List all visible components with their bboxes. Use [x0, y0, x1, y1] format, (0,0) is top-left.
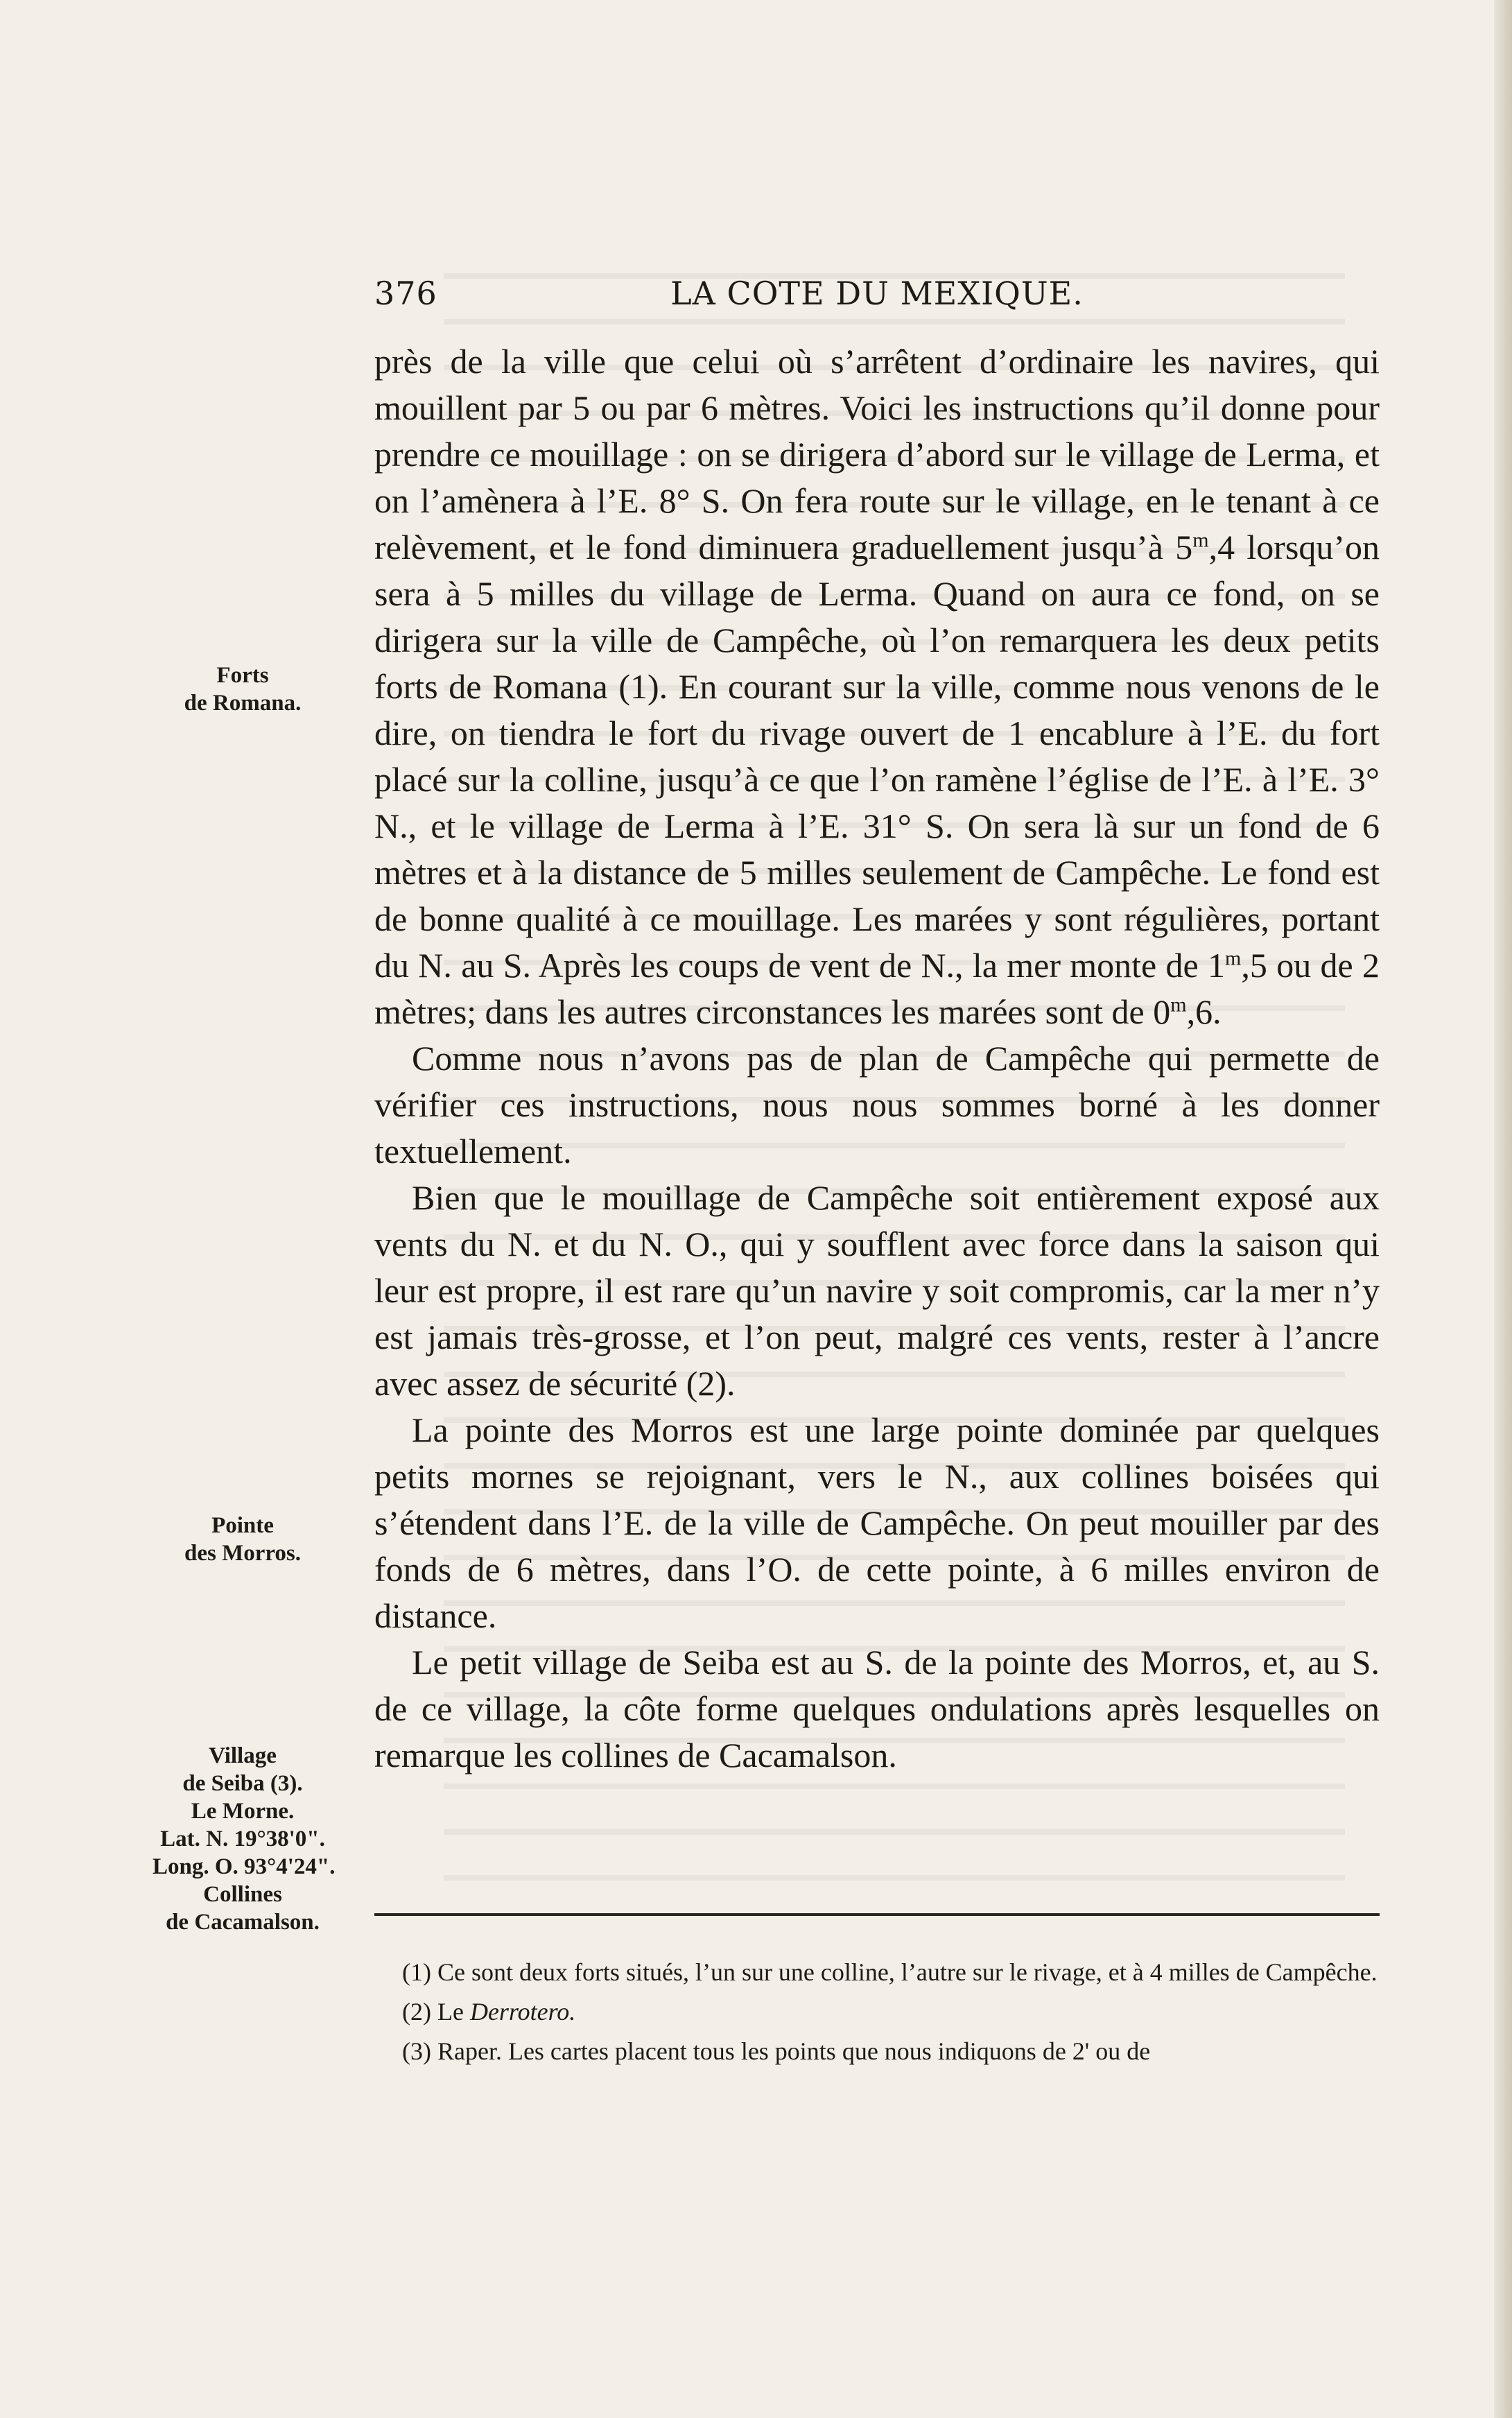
- paragraph-1: [374, 338, 1380, 1035]
- footnotes: [374, 1953, 1380, 2071]
- footnote-text: (2) Le: [402, 1998, 470, 2026]
- margin-note-pointe: [153, 1512, 333, 1567]
- footnote-title: Derrotero.: [469, 1998, 576, 2026]
- superscript: m: [1170, 993, 1187, 1017]
- text-run: près de la ville que celui où s’arrêtent d’ordinaire les navires, qui mouillent par 5 ou par 6 mètres. Voici les instructions qu’il donne pour prendre ce mouillage : on se dirigera d’abord sur le village de Lerma, et on l’amènera à l’E. 8° S. On fera route sur le village, en le tenant à ce relèvement, et le fond diminuera graduellement jusqu’à 5: [374, 342, 1380, 567]
- paragraph-3: Bien que le mouillage de Campêche soit entièrement exposé aux vents du N. et du N. O., qui y soufflent avec force dans la saison qui leur est propre, il est rare qu’un navire y soit compromis, car la mer n’y est jamais très-grosse, et l’on peut, malgré ces vents, rester à l’ancre avec assez de sécurité (2).: [374, 1178, 1380, 1403]
- superscript: m: [1225, 947, 1242, 970]
- margin-note-line: Long. O. 93°4'24".: [153, 1854, 336, 1879]
- page-number: 376: [374, 275, 437, 312]
- paragraph-4: La pointe des Morros est une large pointe dominée par quelques petits mornes se rejoignant, vers le N., aux collines boisées qui s’étendent dans l’E. de la ville de Campêche. On peut mouiller par des fonds de 6 mètres, dans l’O. de cette pointe, à 6 milles environ de distance.: [374, 1410, 1380, 1635]
- text-run: ,6.: [1186, 992, 1222, 1031]
- margin-note-line: Forts: [216, 663, 269, 688]
- footnote-2: [374, 1992, 1380, 2032]
- margin-note-line: des Morros.: [184, 1541, 302, 1566]
- page-header: [374, 275, 1380, 323]
- paragraph-5: Le petit village de Seiba est au S. de la pointe des Morros, et, au S. de ce village, la côte forme quelques ondulations après lesquelles on remarque les collines de Cacamalson.: [374, 1643, 1380, 1774]
- text-run: ,5 ou de 2 mètres; dans les autres circonstances les marées sont de 0: [374, 946, 1380, 1031]
- footnote-3: (3) Raper. Les cartes placent tous les points que nous indiquons de 2' ou de: [402, 2037, 1151, 2065]
- margin-note-line: Pointe: [211, 1513, 274, 1538]
- margin-note-line: Collines: [203, 1882, 282, 1907]
- body-text: [374, 338, 1380, 1779]
- margin-note-village: [153, 1742, 336, 1936]
- footnote-rule: [374, 1913, 1380, 1916]
- text-run: ,4 lorsqu’on sera à 5 milles du village de Lerma. Quand on aura ce fond, on se dirigera sur la ville de Campêche, où l’on remarquera les deux petits forts de Romana (1). En courant sur la ville, comme nous venons de le dire, on tiendra le fort du rivage ouvert de 1 encablure à l’E. du fort placé sur la colline, jusqu’à ce que l’on ramène l’église de l’E. à l’E. 3° N., et le village de Lerma à l’E. 31° S. On sera là sur un fond de 6 mètres et à la distance de 5 milles seulement de Campêche. Le fond est de bonne qualité à ce mouillage. Les marées y sont régulières, portant du N. au S. Après les coups de vent de N., la mer monte de 1: [374, 528, 1380, 985]
- margin-note-line: de Cacamalson.: [166, 1910, 320, 1935]
- margin-note-line: de Romana.: [184, 691, 302, 716]
- margin-note-line: de Seiba (3).: [182, 1771, 303, 1796]
- margin-note-line: Le Morne.: [191, 1799, 295, 1824]
- margin-note-line: Lat. N. 19°38'0".: [160, 1827, 325, 1851]
- superscript: m: [1192, 528, 1209, 552]
- running-head: LA COTE DU MEXIQUE.: [670, 275, 1084, 312]
- margin-note-line: Village: [209, 1743, 277, 1768]
- margin-note-forts: [153, 662, 333, 717]
- paragraph-2: Comme nous n’avons pas de plan de Campêche qui permette de vérifier ces instructions, nous nous sommes borné à les donner textuellement.: [374, 1039, 1380, 1171]
- footnote-1: (1) Ce sont deux forts situés, l’un sur une colline, l’autre sur le rivage, et à 4 milles de Campêche.: [402, 1958, 1378, 1986]
- page-edge: [1494, 0, 1512, 2418]
